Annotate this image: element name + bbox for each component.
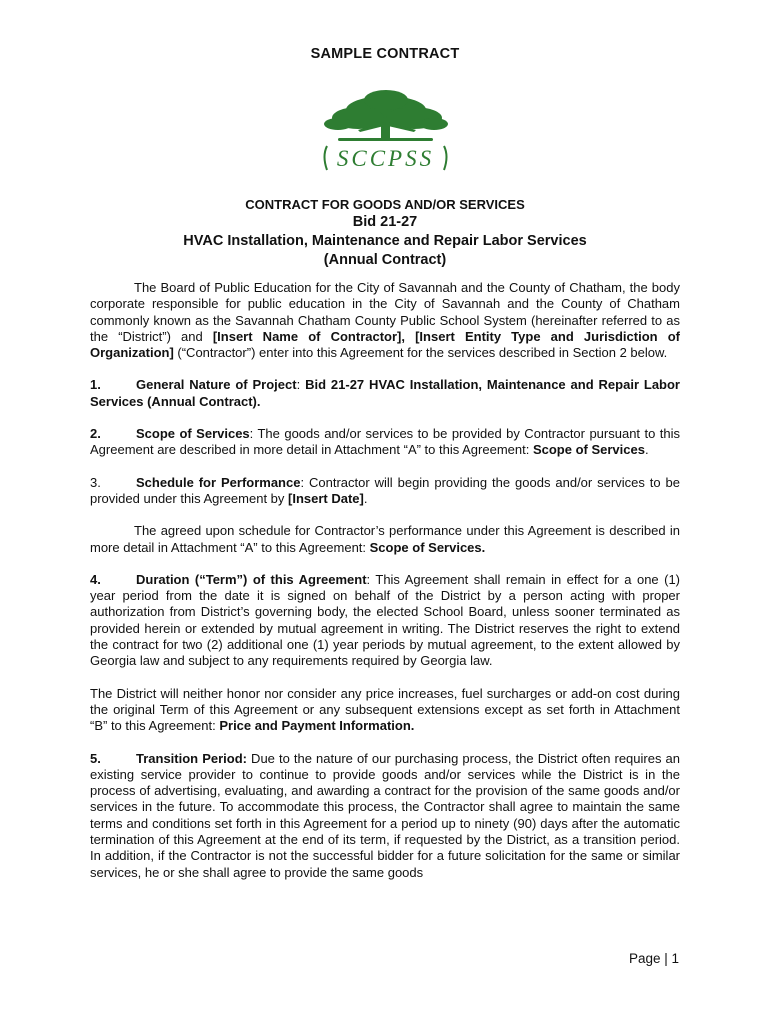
document-title: SAMPLE CONTRACT bbox=[310, 46, 460, 62]
heading-line-1: CONTRACT FOR GOODS AND/OR SERVICES bbox=[245, 197, 525, 212]
section-4: 4. Duration (“Term”) of this Agreement: This Agreement shall remain in effect for a one (1) year period from the date it is signed on behalf of the District by a person acting with proper authorization from District’s governing body, the elected School Board, unless sooner terminated as provided herein or extended by mutual agreement in writing. The District reserves the right to extend the contract for two (2) additional one (1) year periods by mutual agreement, to the extent allowed by Georgia law and subject to any requirements required by Georgia law. bbox=[90, 571, 680, 669]
heading-line-2: Bid 21-27 bbox=[352, 214, 418, 230]
section-number: 3. bbox=[90, 474, 101, 490]
section-1: 1. General Nature of Project: Bid 21-27 HVAC Installation, Maintenance and Repair Labor Services (Annual Contract). bbox=[90, 377, 680, 409]
section-3: 3. Schedule for Performance: Contractor will begin providing the goods and/or services to be provided under this Agreement by [Insert Date]. bbox=[90, 474, 681, 506]
heading-line-3: HVAC Installation, Maintenance and Repair Labor Services bbox=[183, 233, 587, 249]
contract-heading bbox=[0, 196, 770, 270]
section-heading: Transition Period: bbox=[136, 750, 247, 766]
contract-body bbox=[90, 280, 680, 881]
section-5: 5. Transition Period: Due to the nature of our purchasing process, the District often requires an existing service provider to continue to provide goods and/or services while the District is in the process of advertising, evaluating, and awarding a contract for the provision of the same goods and/or services in the future. To accommodate this process, the Contractor shall agree to maintain the same terms and conditions set forth in this Agreement for a period up to ninety (90) days after the automatic termination of this Agreement at the end of its term, if requested by the District, as a transition period. In addition, if the Contractor is not the successful bidder for a future solicitation for the same or similar services, he or she shall agree to provide the same goods bbox=[90, 750, 680, 880]
intro-paragraph: The Board of Public Education for the City of Savannah and the County of Chatham, the body corporate responsible for public education in the City of Savannah and the County of Chatham commonly known as the Savannah Chatham County Public School System (hereinafter referred to as the “District”) and [Insert Name of Contractor], [Insert Entity Type and Jurisdiction of Organization] (“Contractor”) enter into this Agreement for the services described in Section 2 below. bbox=[90, 280, 680, 361]
section-number: 1. bbox=[90, 377, 101, 393]
page-number: Page | 1 bbox=[628, 951, 679, 966]
section-number: 5. bbox=[90, 750, 101, 766]
section-2: 2. Scope of Services: The goods and/or services to be provided by Contractor pursuant to this Agreement are described in more detail in Attachment “A” to this Agreement: Scope of Services. bbox=[90, 426, 680, 458]
section-3-paragraph-2: The agreed upon schedule for Contractor’s performance under this Agreement is described in more detail in Attachment “A” to this Agreement: Scope of Services. bbox=[90, 523, 680, 555]
section-heading: Scope of Services bbox=[136, 426, 250, 442]
heading-line-4: (Annual Contract) bbox=[323, 252, 447, 268]
sccpss-logo bbox=[318, 88, 453, 176]
logo-text: SCCPSS bbox=[336, 146, 435, 171]
section-number: 2. bbox=[90, 426, 101, 442]
section-heading: Duration (“Term”) of this Agreement bbox=[136, 571, 367, 587]
section-heading: General Nature of Project bbox=[136, 377, 297, 393]
section-4-paragraph-2: The District will neither honor nor consider any price increases, fuel surcharges or add-on cost during the original Term of this Agreement or any subsequent extensions except as set forth in Attachment “B” to this Agreement: Price and Payment Information. bbox=[90, 685, 680, 734]
oak-tree-icon bbox=[324, 90, 448, 141]
section-heading: Schedule for Performance bbox=[136, 474, 301, 490]
section-number: 4. bbox=[90, 571, 101, 587]
